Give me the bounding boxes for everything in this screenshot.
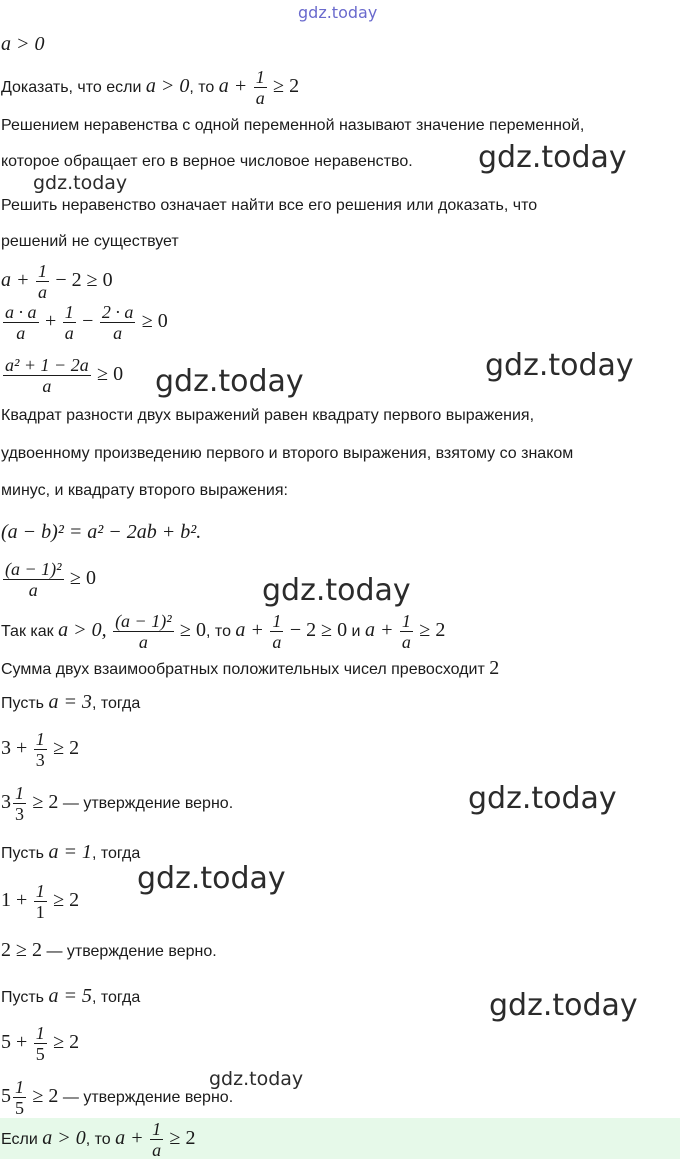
watermark: gdz.today	[33, 172, 128, 194]
example-formula: 1 + $\frac{1}{1}$ ≥ 2	[1, 881, 80, 923]
fraction: $\frac{1}{5}$	[15, 1077, 24, 1119]
watermark: gdz.today	[468, 781, 617, 816]
example-header: Пусть a = 5, тогда	[1, 985, 141, 1007]
definition-text: решений не существует	[1, 233, 179, 250]
example-result: 2 ≥ 2 — утверждение верно.	[1, 939, 217, 961]
formula-line: $\frac{\text{a² + 1 − 2a}}{a}$ ≥ 0	[5, 355, 124, 397]
watermark: gdz.today	[155, 364, 304, 399]
fraction: $\frac{\text{(a − 1)²}}{a}$	[115, 611, 172, 653]
fraction: $\frac{1}{3}$	[35, 729, 45, 771]
fraction: $\frac{1}{a}$	[401, 611, 411, 653]
example-header: Пусть a = 3, тогда	[1, 691, 141, 713]
example-header: Пусть a = 1, тогда	[1, 841, 141, 863]
task-statement: Доказать, что если a > 0, то a + $\frac{1}{a}$ ≥ 2	[1, 67, 300, 109]
watermark: gdz.today	[262, 573, 411, 608]
example-formula: 5 + $\frac{1}{5}$ ≥ 2	[1, 1023, 80, 1065]
fraction: $\frac{1}{a}$	[64, 302, 74, 344]
watermark: gdz.today	[478, 140, 627, 175]
fraction: $\frac{1}{a}$	[255, 67, 265, 109]
example-result: 5 $\frac{1}{5}$ ≥ 2 — утверждение верно.	[1, 1077, 234, 1119]
watermark: gdz.today	[489, 988, 638, 1023]
watermark: gdz.today	[485, 348, 634, 383]
watermark: gdz.today	[137, 861, 286, 896]
fraction: $\frac{\text{(a − 1)²}}{a}$	[5, 559, 62, 601]
identity-text: Квадрат разности двух выражений равен квадрату первого выражения,	[1, 407, 535, 424]
fraction: $\frac{1}{5}$	[35, 1023, 45, 1065]
fraction: $\frac{1}{1}$	[35, 881, 45, 923]
fraction: $\frac{1}{3}$	[15, 783, 24, 825]
definition-text: которое обращает его в верное числовое неравенство.	[1, 153, 413, 170]
fraction: $\frac{1}{a}$	[272, 611, 282, 653]
definition-text: Решить неравенство означает найти все его решения или доказать, что	[1, 197, 538, 214]
watermark-top: gdz.today	[298, 3, 378, 22]
conclusion-line: Так как a > 0, $\frac{\text{(a − 1)²}}{a}$ ≥ 0, то a + $\frac{1}{a}$ − 2 ≥ 0 и a + $\frac{1}{a}$ ≥ 2	[1, 611, 446, 653]
formula-line: $\frac{a \cdot a}{a}$ + $\frac{1}{a}$ − $\frac{2 \cdot a}{a}$ ≥ 0	[5, 302, 168, 344]
fraction: $\frac{a \cdot a}{a}$	[5, 302, 37, 344]
formula-line: $\frac{\text{(a − 1)²}}{a}$ ≥ 0	[5, 559, 96, 601]
watermark: gdz.today	[209, 1068, 304, 1090]
identity-formula: (a − b)² = a² − 2ab + b².	[1, 521, 202, 543]
example-result: 3 $\frac{1}{3}$ ≥ 2 — утверждение верно.	[1, 783, 234, 825]
formula-line: a + $\frac{1}{a}$ − 2 ≥ 0	[1, 261, 113, 303]
fraction: $\frac{\text{a² + 1 − 2a}}{a}$	[5, 355, 89, 397]
given-condition: a > 0	[1, 33, 45, 55]
identity-text: удвоенному произведению первого и второго выражения, взятому со знаком	[1, 445, 574, 462]
fraction: $\frac{2 \cdot a}{a}$	[101, 302, 134, 344]
fraction: $\frac{1}{a}$	[37, 261, 47, 303]
property-statement: Сумма двух взаимообратных положительных чисел превосходит 2	[1, 657, 500, 679]
fraction: $\frac{1}{a}$	[152, 1119, 162, 1161]
answer-line: Если a > 0, то a + $\frac{1}{a}$ ≥ 2	[1, 1119, 196, 1161]
definition-text: Решением неравенства с одной переменной называют значение переменной,	[1, 117, 585, 134]
example-formula: 3 + $\frac{1}{3}$ ≥ 2	[1, 729, 80, 771]
identity-text: минус, и квадрату второго выражения:	[1, 482, 288, 499]
